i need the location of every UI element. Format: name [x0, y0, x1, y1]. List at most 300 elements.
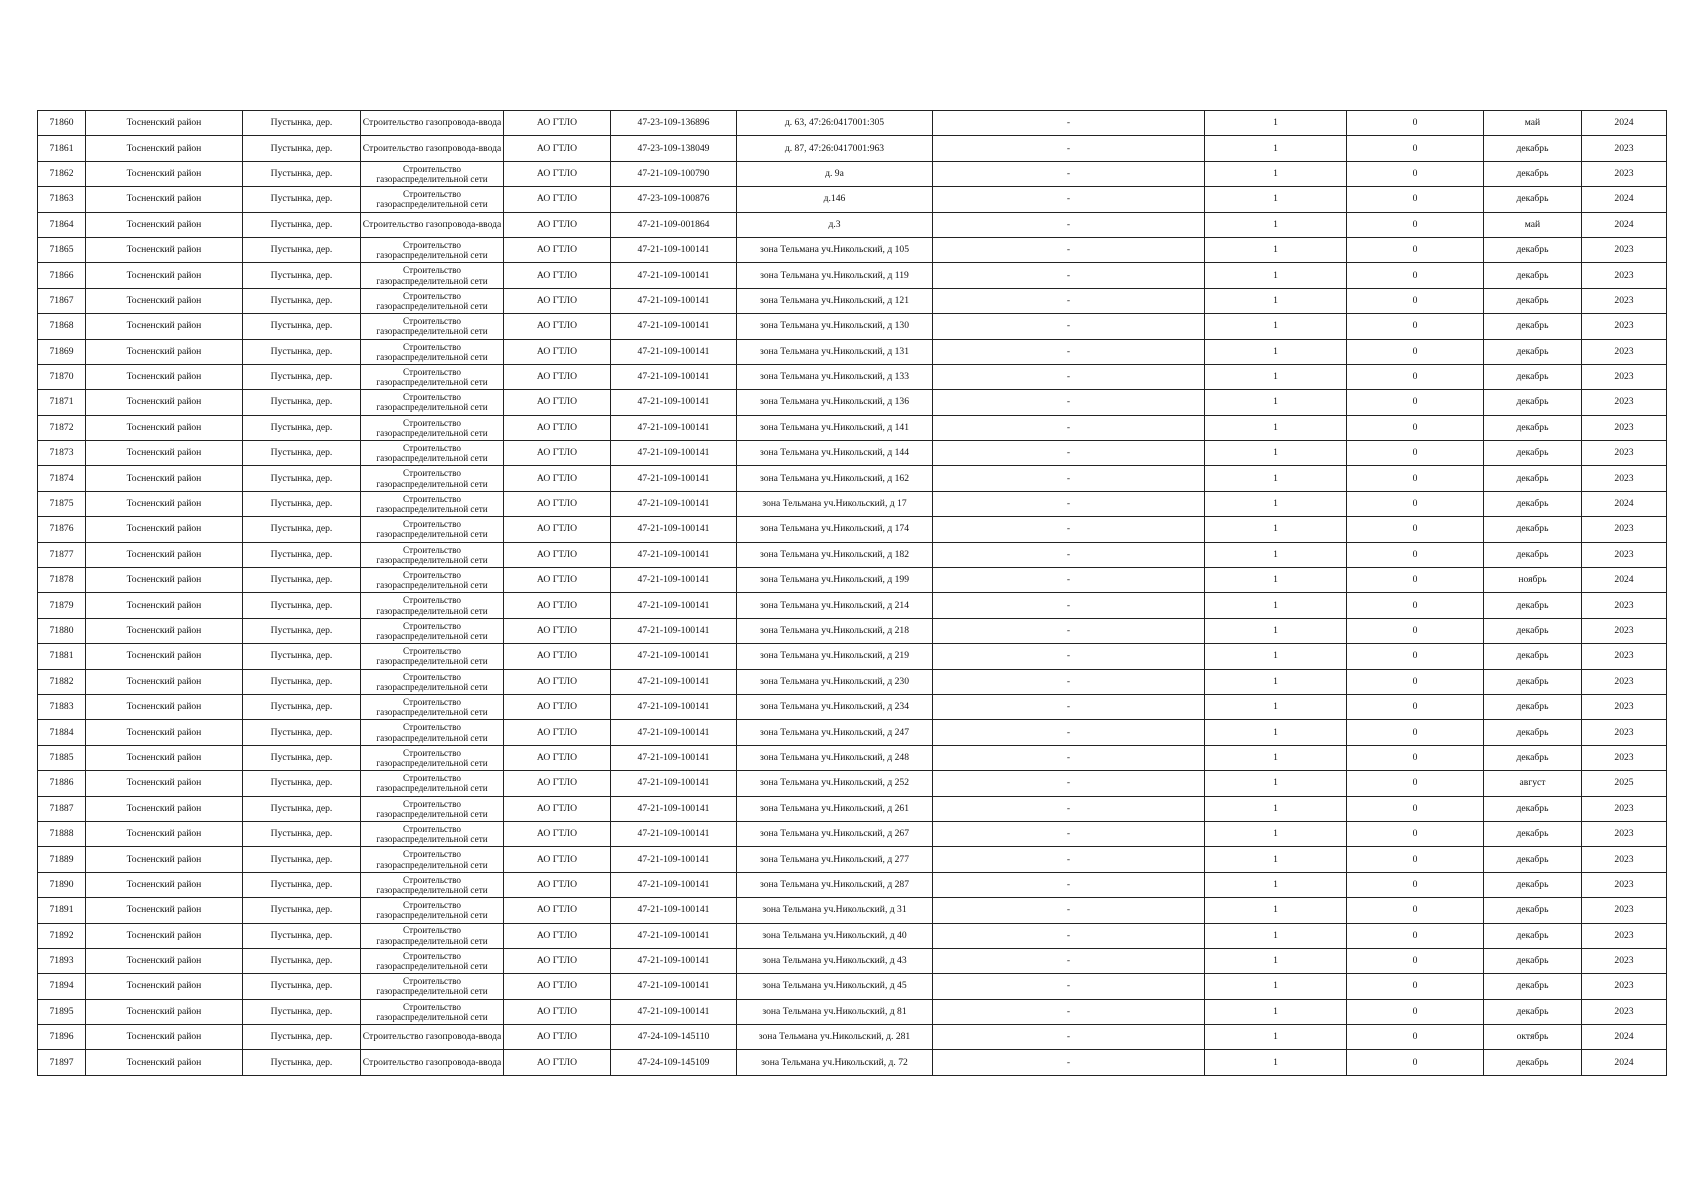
table-row [38, 923, 1667, 948]
table-row [38, 466, 1667, 491]
quantity-cell: 1 [1205, 339, 1347, 364]
table-row [38, 1025, 1667, 1050]
organization-cell: АО ГТЛО [504, 111, 611, 136]
locality-cell: Пустынка, дер. [243, 212, 361, 237]
zero-value-cell: 0 [1347, 593, 1484, 618]
organization-cell: АО ГТЛО [504, 212, 611, 237]
table-row [38, 948, 1667, 973]
organization-cell: АО ГТЛО [504, 568, 611, 593]
quantity-cell: 1 [1205, 542, 1347, 567]
district-cell: Тосненский район [86, 288, 243, 313]
year-cell: 2023 [1582, 720, 1667, 745]
address-cell: зона Тельмана уч.Никольский, д 218 [737, 618, 933, 643]
month-cell: декабрь [1484, 288, 1582, 313]
address-cell: зона Тельмана уч.Никольский, д 105 [737, 237, 933, 262]
zero-value-cell: 0 [1347, 644, 1484, 669]
organization-cell: АО ГТЛО [504, 999, 611, 1024]
district-cell: Тосненский район [86, 390, 243, 415]
note-cell: - [933, 339, 1205, 364]
table-row [38, 111, 1667, 136]
organization-cell: АО ГТЛО [504, 491, 611, 516]
year-cell: 2023 [1582, 288, 1667, 313]
address-cell: зона Тельмана уч.Никольский, д 31 [737, 898, 933, 923]
code-cell: 47-21-109-100141 [611, 771, 737, 796]
address-cell: зона Тельмана уч.Никольский, д 214 [737, 593, 933, 618]
locality-cell: Пустынка, дер. [243, 568, 361, 593]
row-id-cell: 71880 [38, 618, 86, 643]
note-cell: - [933, 669, 1205, 694]
table-row [38, 694, 1667, 719]
note-cell: - [933, 237, 1205, 262]
locality-cell: Пустынка, дер. [243, 644, 361, 669]
organization-cell: АО ГТЛО [504, 847, 611, 872]
address-cell: зона Тельмана уч.Никольский, д 230 [737, 669, 933, 694]
row-id-cell: 71890 [38, 872, 86, 897]
quantity-cell: 1 [1205, 288, 1347, 313]
year-cell: 2023 [1582, 136, 1667, 161]
zero-value-cell: 0 [1347, 111, 1484, 136]
table-row [38, 898, 1667, 923]
row-id-cell: 71867 [38, 288, 86, 313]
code-cell: 47-23-109-136896 [611, 111, 737, 136]
locality-cell: Пустынка, дер. [243, 1025, 361, 1050]
locality-cell: Пустынка, дер. [243, 593, 361, 618]
zero-value-cell: 0 [1347, 974, 1484, 999]
year-cell: 2024 [1582, 1025, 1667, 1050]
locality-cell: Пустынка, дер. [243, 847, 361, 872]
zero-value-cell: 0 [1347, 999, 1484, 1024]
year-cell: 2024 [1582, 568, 1667, 593]
district-cell: Тосненский район [86, 568, 243, 593]
table-row [38, 364, 1667, 389]
work-type-cell: Строительство газораспределительной сети [361, 644, 504, 669]
organization-cell: АО ГТЛО [504, 314, 611, 339]
year-cell: 2024 [1582, 111, 1667, 136]
zero-value-cell: 0 [1347, 1025, 1484, 1050]
address-cell: зона Тельмана уч.Никольский, д 199 [737, 568, 933, 593]
organization-cell: АО ГТЛО [504, 517, 611, 542]
code-cell: 47-21-109-100141 [611, 948, 737, 973]
note-cell: - [933, 898, 1205, 923]
district-cell: Тосненский район [86, 618, 243, 643]
month-cell: май [1484, 212, 1582, 237]
district-cell: Тосненский район [86, 314, 243, 339]
code-cell: 47-21-109-100141 [611, 745, 737, 770]
work-type-cell: Строительство газораспределительной сети [361, 263, 504, 288]
note-cell: - [933, 1025, 1205, 1050]
code-cell: 47-21-109-100141 [611, 720, 737, 745]
district-cell: Тосненский район [86, 136, 243, 161]
quantity-cell: 1 [1205, 720, 1347, 745]
year-cell: 2023 [1582, 542, 1667, 567]
year-cell: 2023 [1582, 415, 1667, 440]
quantity-cell: 1 [1205, 821, 1347, 846]
zero-value-cell: 0 [1347, 720, 1484, 745]
row-id-cell: 71895 [38, 999, 86, 1024]
month-cell: декабрь [1484, 517, 1582, 542]
address-cell: зона Тельмана уч.Никольский, д 248 [737, 745, 933, 770]
zero-value-cell: 0 [1347, 568, 1484, 593]
quantity-cell: 1 [1205, 847, 1347, 872]
address-cell: зона Тельмана уч.Никольский, д. 72 [737, 1050, 933, 1075]
month-cell: декабрь [1484, 415, 1582, 440]
code-cell: 47-23-109-100876 [611, 187, 737, 212]
work-type-cell: Строительство газораспределительной сети [361, 339, 504, 364]
district-cell: Тосненский район [86, 694, 243, 719]
address-cell: д. 87, 47:26:0417001:963 [737, 136, 933, 161]
month-cell: декабрь [1484, 618, 1582, 643]
zero-value-cell: 0 [1347, 415, 1484, 440]
quantity-cell: 1 [1205, 872, 1347, 897]
code-cell: 47-21-109-100141 [611, 364, 737, 389]
row-id-cell: 71865 [38, 237, 86, 262]
locality-cell: Пустынка, дер. [243, 720, 361, 745]
zero-value-cell: 0 [1347, 491, 1484, 516]
district-cell: Тосненский район [86, 771, 243, 796]
row-id-cell: 71877 [38, 542, 86, 567]
locality-cell: Пустынка, дер. [243, 872, 361, 897]
table-row [38, 771, 1667, 796]
row-id-cell: 71861 [38, 136, 86, 161]
year-cell: 2023 [1582, 390, 1667, 415]
zero-value-cell: 0 [1347, 898, 1484, 923]
quantity-cell: 1 [1205, 314, 1347, 339]
row-id-cell: 71864 [38, 212, 86, 237]
table-row [38, 720, 1667, 745]
quantity-cell: 1 [1205, 1050, 1347, 1075]
district-cell: Тосненский район [86, 491, 243, 516]
district-cell: Тосненский район [86, 898, 243, 923]
table-row [38, 847, 1667, 872]
code-cell: 47-21-109-100141 [611, 568, 737, 593]
table-row [38, 161, 1667, 186]
quantity-cell: 1 [1205, 212, 1347, 237]
address-cell: зона Тельмана уч.Никольский, д 130 [737, 314, 933, 339]
work-type-cell: Строительство газораспределительной сети [361, 593, 504, 618]
month-cell: декабрь [1484, 364, 1582, 389]
table-row [38, 263, 1667, 288]
row-id-cell: 71863 [38, 187, 86, 212]
row-id-cell: 71893 [38, 948, 86, 973]
note-cell: - [933, 771, 1205, 796]
note-cell: - [933, 745, 1205, 770]
locality-cell: Пустынка, дер. [243, 618, 361, 643]
note-cell: - [933, 111, 1205, 136]
table-row [38, 212, 1667, 237]
zero-value-cell: 0 [1347, 1050, 1484, 1075]
table-row [38, 669, 1667, 694]
month-cell: май [1484, 111, 1582, 136]
work-type-cell: Строительство газораспределительной сети [361, 999, 504, 1024]
data-table [37, 110, 1667, 1076]
quantity-cell: 1 [1205, 237, 1347, 262]
row-id-cell: 71886 [38, 771, 86, 796]
table-row [38, 1050, 1667, 1075]
note-cell: - [933, 948, 1205, 973]
district-cell: Тосненский район [86, 644, 243, 669]
row-id-cell: 71885 [38, 745, 86, 770]
zero-value-cell: 0 [1347, 821, 1484, 846]
row-id-cell: 71873 [38, 441, 86, 466]
work-type-cell: Строительство газопровода-ввода [361, 136, 504, 161]
table-row [38, 568, 1667, 593]
organization-cell: АО ГТЛО [504, 415, 611, 440]
note-cell: - [933, 415, 1205, 440]
address-cell: зона Тельмана уч.Никольский, д. 281 [737, 1025, 933, 1050]
row-id-cell: 71875 [38, 491, 86, 516]
note-cell: - [933, 974, 1205, 999]
work-type-cell: Строительство газораспределительной сети [361, 415, 504, 440]
table-row [38, 288, 1667, 313]
organization-cell: АО ГТЛО [504, 898, 611, 923]
note-cell: - [933, 720, 1205, 745]
year-cell: 2023 [1582, 314, 1667, 339]
district-cell: Тосненский район [86, 745, 243, 770]
district-cell: Тосненский район [86, 1025, 243, 1050]
organization-cell: АО ГТЛО [504, 974, 611, 999]
table-row [38, 872, 1667, 897]
code-cell: 47-21-109-100790 [611, 161, 737, 186]
address-cell: зона Тельмана уч.Никольский, д 43 [737, 948, 933, 973]
zero-value-cell: 0 [1347, 187, 1484, 212]
quantity-cell: 1 [1205, 618, 1347, 643]
row-id-cell: 71881 [38, 644, 86, 669]
zero-value-cell: 0 [1347, 364, 1484, 389]
year-cell: 2023 [1582, 618, 1667, 643]
table-row [38, 974, 1667, 999]
note-cell: - [933, 872, 1205, 897]
quantity-cell: 1 [1205, 263, 1347, 288]
note-cell: - [933, 568, 1205, 593]
code-cell: 47-21-109-100141 [611, 263, 737, 288]
table-row [38, 237, 1667, 262]
year-cell: 2023 [1582, 669, 1667, 694]
note-cell: - [933, 593, 1205, 618]
row-id-cell: 71883 [38, 694, 86, 719]
note-cell: - [933, 796, 1205, 821]
row-id-cell: 71868 [38, 314, 86, 339]
address-cell: зона Тельмана уч.Никольский, д 219 [737, 644, 933, 669]
row-id-cell: 71872 [38, 415, 86, 440]
work-type-cell: Строительство газораспределительной сети [361, 390, 504, 415]
zero-value-cell: 0 [1347, 872, 1484, 897]
month-cell: декабрь [1484, 263, 1582, 288]
year-cell: 2023 [1582, 517, 1667, 542]
row-id-cell: 71896 [38, 1025, 86, 1050]
zero-value-cell: 0 [1347, 136, 1484, 161]
district-cell: Тосненский район [86, 161, 243, 186]
year-cell: 2023 [1582, 999, 1667, 1024]
work-type-cell: Строительство газораспределительной сети [361, 898, 504, 923]
work-type-cell: Строительство газораспределительной сети [361, 847, 504, 872]
zero-value-cell: 0 [1347, 161, 1484, 186]
organization-cell: АО ГТЛО [504, 161, 611, 186]
organization-cell: АО ГТЛО [504, 237, 611, 262]
district-cell: Тосненский район [86, 593, 243, 618]
year-cell: 2023 [1582, 237, 1667, 262]
quantity-cell: 1 [1205, 898, 1347, 923]
work-type-cell: Строительство газораспределительной сети [361, 618, 504, 643]
zero-value-cell: 0 [1347, 339, 1484, 364]
code-cell: 47-21-109-100141 [611, 999, 737, 1024]
code-cell: 47-21-109-100141 [611, 288, 737, 313]
table-row [38, 517, 1667, 542]
table-row [38, 314, 1667, 339]
locality-cell: Пустынка, дер. [243, 187, 361, 212]
year-cell: 2023 [1582, 694, 1667, 719]
quantity-cell: 1 [1205, 111, 1347, 136]
row-id-cell: 71897 [38, 1050, 86, 1075]
district-cell: Тосненский район [86, 974, 243, 999]
address-cell: зона Тельмана уч.Никольский, д 17 [737, 491, 933, 516]
month-cell: декабрь [1484, 644, 1582, 669]
month-cell: декабрь [1484, 745, 1582, 770]
quantity-cell: 1 [1205, 694, 1347, 719]
code-cell: 47-21-109-100141 [611, 694, 737, 719]
address-cell: зона Тельмана уч.Никольский, д 144 [737, 441, 933, 466]
code-cell: 47-21-109-001864 [611, 212, 737, 237]
district-cell: Тосненский район [86, 821, 243, 846]
year-cell: 2023 [1582, 441, 1667, 466]
organization-cell: АО ГТЛО [504, 771, 611, 796]
organization-cell: АО ГТЛО [504, 364, 611, 389]
quantity-cell: 1 [1205, 415, 1347, 440]
organization-cell: АО ГТЛО [504, 694, 611, 719]
address-cell: зона Тельмана уч.Никольский, д 121 [737, 288, 933, 313]
organization-cell: АО ГТЛО [504, 948, 611, 973]
district-cell: Тосненский район [86, 466, 243, 491]
quantity-cell: 1 [1205, 923, 1347, 948]
organization-cell: АО ГТЛО [504, 923, 611, 948]
code-cell: 47-21-109-100141 [611, 796, 737, 821]
district-cell: Тосненский район [86, 111, 243, 136]
month-cell: декабрь [1484, 999, 1582, 1024]
locality-cell: Пустынка, дер. [243, 923, 361, 948]
row-id-cell: 71891 [38, 898, 86, 923]
code-cell: 47-21-109-100141 [611, 618, 737, 643]
month-cell: декабрь [1484, 847, 1582, 872]
code-cell: 47-21-109-100141 [611, 415, 737, 440]
row-id-cell: 71879 [38, 593, 86, 618]
note-cell: - [933, 821, 1205, 846]
locality-cell: Пустынка, дер. [243, 314, 361, 339]
code-cell: 47-24-109-145110 [611, 1025, 737, 1050]
locality-cell: Пустынка, дер. [243, 364, 361, 389]
code-cell: 47-21-109-100141 [611, 390, 737, 415]
address-cell: зона Тельмана уч.Никольский, д 267 [737, 821, 933, 846]
work-type-cell: Строительство газораспределительной сети [361, 771, 504, 796]
work-type-cell: Строительство газораспределительной сети [361, 720, 504, 745]
address-cell: зона Тельмана уч.Никольский, д 252 [737, 771, 933, 796]
district-cell: Тосненский район [86, 948, 243, 973]
work-type-cell: Строительство газопровода-ввода [361, 111, 504, 136]
row-id-cell: 71871 [38, 390, 86, 415]
work-type-cell: Строительство газораспределительной сети [361, 517, 504, 542]
address-cell: д. 9а [737, 161, 933, 186]
zero-value-cell: 0 [1347, 237, 1484, 262]
district-cell: Тосненский район [86, 339, 243, 364]
address-cell: зона Тельмана уч.Никольский, д 141 [737, 415, 933, 440]
table-row [38, 441, 1667, 466]
month-cell: октябрь [1484, 1025, 1582, 1050]
note-cell: - [933, 161, 1205, 186]
address-cell: д. 63, 47:26:0417001:305 [737, 111, 933, 136]
address-cell: зона Тельмана уч.Никольский, д 40 [737, 923, 933, 948]
code-cell: 47-21-109-100141 [611, 644, 737, 669]
zero-value-cell: 0 [1347, 948, 1484, 973]
year-cell: 2023 [1582, 466, 1667, 491]
code-cell: 47-21-109-100141 [611, 441, 737, 466]
zero-value-cell: 0 [1347, 923, 1484, 948]
organization-cell: АО ГТЛО [504, 441, 611, 466]
year-cell: 2023 [1582, 821, 1667, 846]
row-id-cell: 71878 [38, 568, 86, 593]
note-cell: - [933, 187, 1205, 212]
organization-cell: АО ГТЛО [504, 618, 611, 643]
organization-cell: АО ГТЛО [504, 872, 611, 897]
table-row [38, 339, 1667, 364]
code-cell: 47-21-109-100141 [611, 872, 737, 897]
table-row [38, 999, 1667, 1024]
district-cell: Тосненский район [86, 872, 243, 897]
address-cell: зона Тельмана уч.Никольский, д 136 [737, 390, 933, 415]
work-type-cell: Строительство газораспределительной сети [361, 745, 504, 770]
zero-value-cell: 0 [1347, 542, 1484, 567]
organization-cell: АО ГТЛО [504, 136, 611, 161]
work-type-cell: Строительство газораспределительной сети [361, 542, 504, 567]
locality-cell: Пустынка, дер. [243, 491, 361, 516]
note-cell: - [933, 999, 1205, 1024]
locality-cell: Пустынка, дер. [243, 517, 361, 542]
district-cell: Тосненский район [86, 999, 243, 1024]
zero-value-cell: 0 [1347, 441, 1484, 466]
table-row [38, 187, 1667, 212]
month-cell: декабрь [1484, 593, 1582, 618]
note-cell: - [933, 517, 1205, 542]
year-cell: 2023 [1582, 923, 1667, 948]
month-cell: декабрь [1484, 237, 1582, 262]
address-cell: зона Тельмана уч.Никольский, д 162 [737, 466, 933, 491]
note-cell: - [933, 136, 1205, 161]
row-id-cell: 71860 [38, 111, 86, 136]
quantity-cell: 1 [1205, 568, 1347, 593]
organization-cell: АО ГТЛО [504, 187, 611, 212]
district-cell: Тосненский район [86, 669, 243, 694]
note-cell: - [933, 644, 1205, 669]
work-type-cell: Строительство газораспределительной сети [361, 568, 504, 593]
work-type-cell: Строительство газораспределительной сети [361, 821, 504, 846]
month-cell: август [1484, 771, 1582, 796]
address-cell: д.146 [737, 187, 933, 212]
locality-cell: Пустынка, дер. [243, 974, 361, 999]
locality-cell: Пустынка, дер. [243, 237, 361, 262]
month-cell: декабрь [1484, 1050, 1582, 1075]
code-cell: 47-21-109-100141 [611, 314, 737, 339]
zero-value-cell: 0 [1347, 694, 1484, 719]
district-cell: Тосненский район [86, 517, 243, 542]
code-cell: 47-21-109-100141 [611, 847, 737, 872]
note-cell: - [933, 466, 1205, 491]
month-cell: декабрь [1484, 161, 1582, 186]
year-cell: 2025 [1582, 771, 1667, 796]
table-row [38, 390, 1667, 415]
year-cell: 2023 [1582, 898, 1667, 923]
district-cell: Тосненский район [86, 796, 243, 821]
zero-value-cell: 0 [1347, 390, 1484, 415]
year-cell: 2023 [1582, 745, 1667, 770]
note-cell: - [933, 694, 1205, 719]
note-cell: - [933, 542, 1205, 567]
